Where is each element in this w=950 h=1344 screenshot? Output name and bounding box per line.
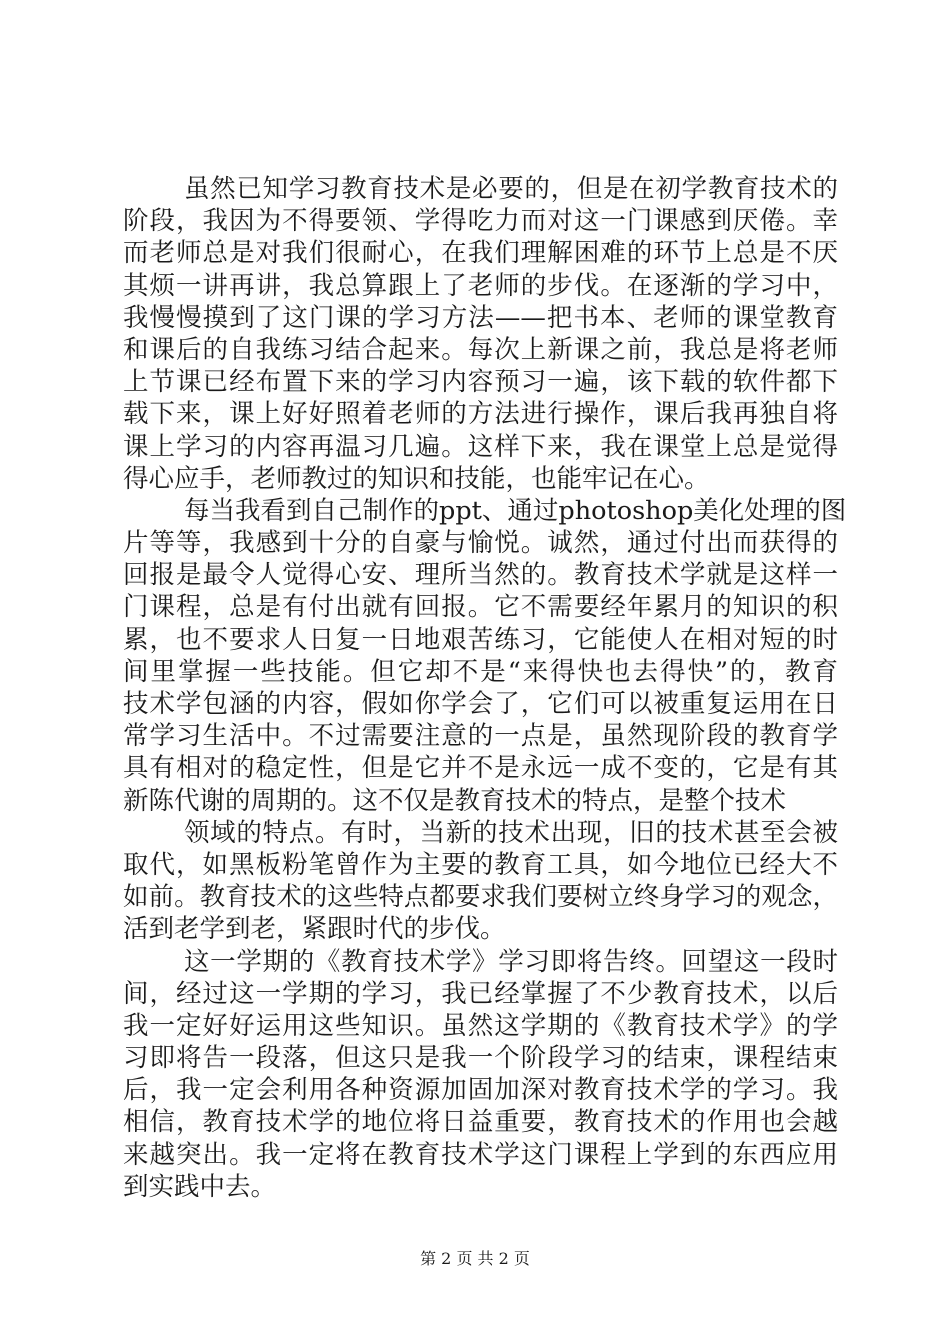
text-line: 每当我看到自己制作的ppt、通过photoshop美化处理的图 [184,495,847,526]
page-footer: 第 2 页 共 2 页 [420,1249,530,1268]
text-line: 这一学期的《教育技术学》学习即将告终。回望这一段时 [184,946,838,977]
body-text [123,173,847,1203]
text-line: 技术学包涵的内容，假如你学会了，它们可以被重复运用在日 [123,689,838,719]
text-line: 活到老学到老，紧跟时代的步伐。 [123,914,506,945]
text-line: 片等等，我感到十分的自豪与愉悦。诚然，通过付出而获得的 [123,528,838,559]
text-line: 门课程，总是有付出就有回报。它不需要经年累月的知识的积 [123,592,838,623]
text-line: 后，我一定会利用各种资源加固加深对教育技术学的学习。我 [123,1075,838,1106]
text-line: 到实践中去。 [123,1171,277,1202]
text-line: 课上学习的内容再温习几遍。这样下来，我在课堂上总是觉得 [123,431,838,462]
text-line: 习即将告一段落，但这只是我一个阶段学习的结束，课程结束 [123,1043,838,1074]
text-line: 我慢慢摸到了这门课的学习方法——把书本、老师的课堂教育 [123,302,838,333]
text-line: 载下来，课上好好照着老师的方法进行操作，课后我再独自将 [123,399,838,430]
text-line: 领域的特点。有时，当新的技术出现，旧的技术甚至会被 [184,817,838,848]
text-line: 常学习生活中。不过需要注意的一点是，虽然现阶段的教育学 [123,721,838,752]
text-line: 累，也不要求人日复一日地艰苦练习，它能使人在相对短的时 [123,624,838,655]
text-line: 其烦一讲再讲，我总算跟上了老师的步伐。在逐渐的学习中， [123,270,838,301]
text-line: 得心应手，老师教过的知识和技能，也能牢记在心。 [123,463,710,494]
text-line: 来越突出。我一定将在教育技术学这门课程上学到的东西应用 [123,1139,838,1170]
text-line: 相信，教育技术学的地位将日益重要，教育技术的作用也会越 [123,1107,838,1138]
text-line: 间，经过这一学期的学习，我已经掌握了不少教育技术，以后 [123,978,838,1009]
text-line: 虽然已知学习教育技术是必要的，但是在初学教育技术的 [184,174,838,204]
text-line: 如前。教育技术的这些特点都要求我们要树立终身学习的观念， [123,882,838,913]
text-line: 而老师总是对我们很耐心，在我们理解困难的环节上总是不厌 [123,238,838,269]
text-line: 具有相对的稳定性，但是它并不是永远一成不变的，它是有其 [123,753,838,784]
text-line: 新陈代谢的周期的。这不仅是教育技术的特点，是整个技术 [123,785,787,816]
text-line: 取代，如黑板粉笔曾作为主要的教育工具，如今地位已经大不 [123,849,838,880]
text-line: 我一定好好运用这些知识。虽然这学期的《教育技术学》的学 [123,1010,838,1041]
text-line: 上节课已经布置下来的学习内容预习一遍，该下载的软件都下 [123,367,838,398]
text-line: 和课后的自我练习结合起来。每次上新课之前，我总是将老师 [123,334,838,365]
text-line: 回报是最令人觉得心安、理所当然的。教育技术学就是这样一 [123,560,838,591]
text-line: 阶段，我因为不得要领、学得吃力而对这一门课感到厌倦。幸 [123,206,838,237]
text-line: 间里掌握一些技能。但它却不是“来得快也去得快”的，教育 [123,656,838,687]
